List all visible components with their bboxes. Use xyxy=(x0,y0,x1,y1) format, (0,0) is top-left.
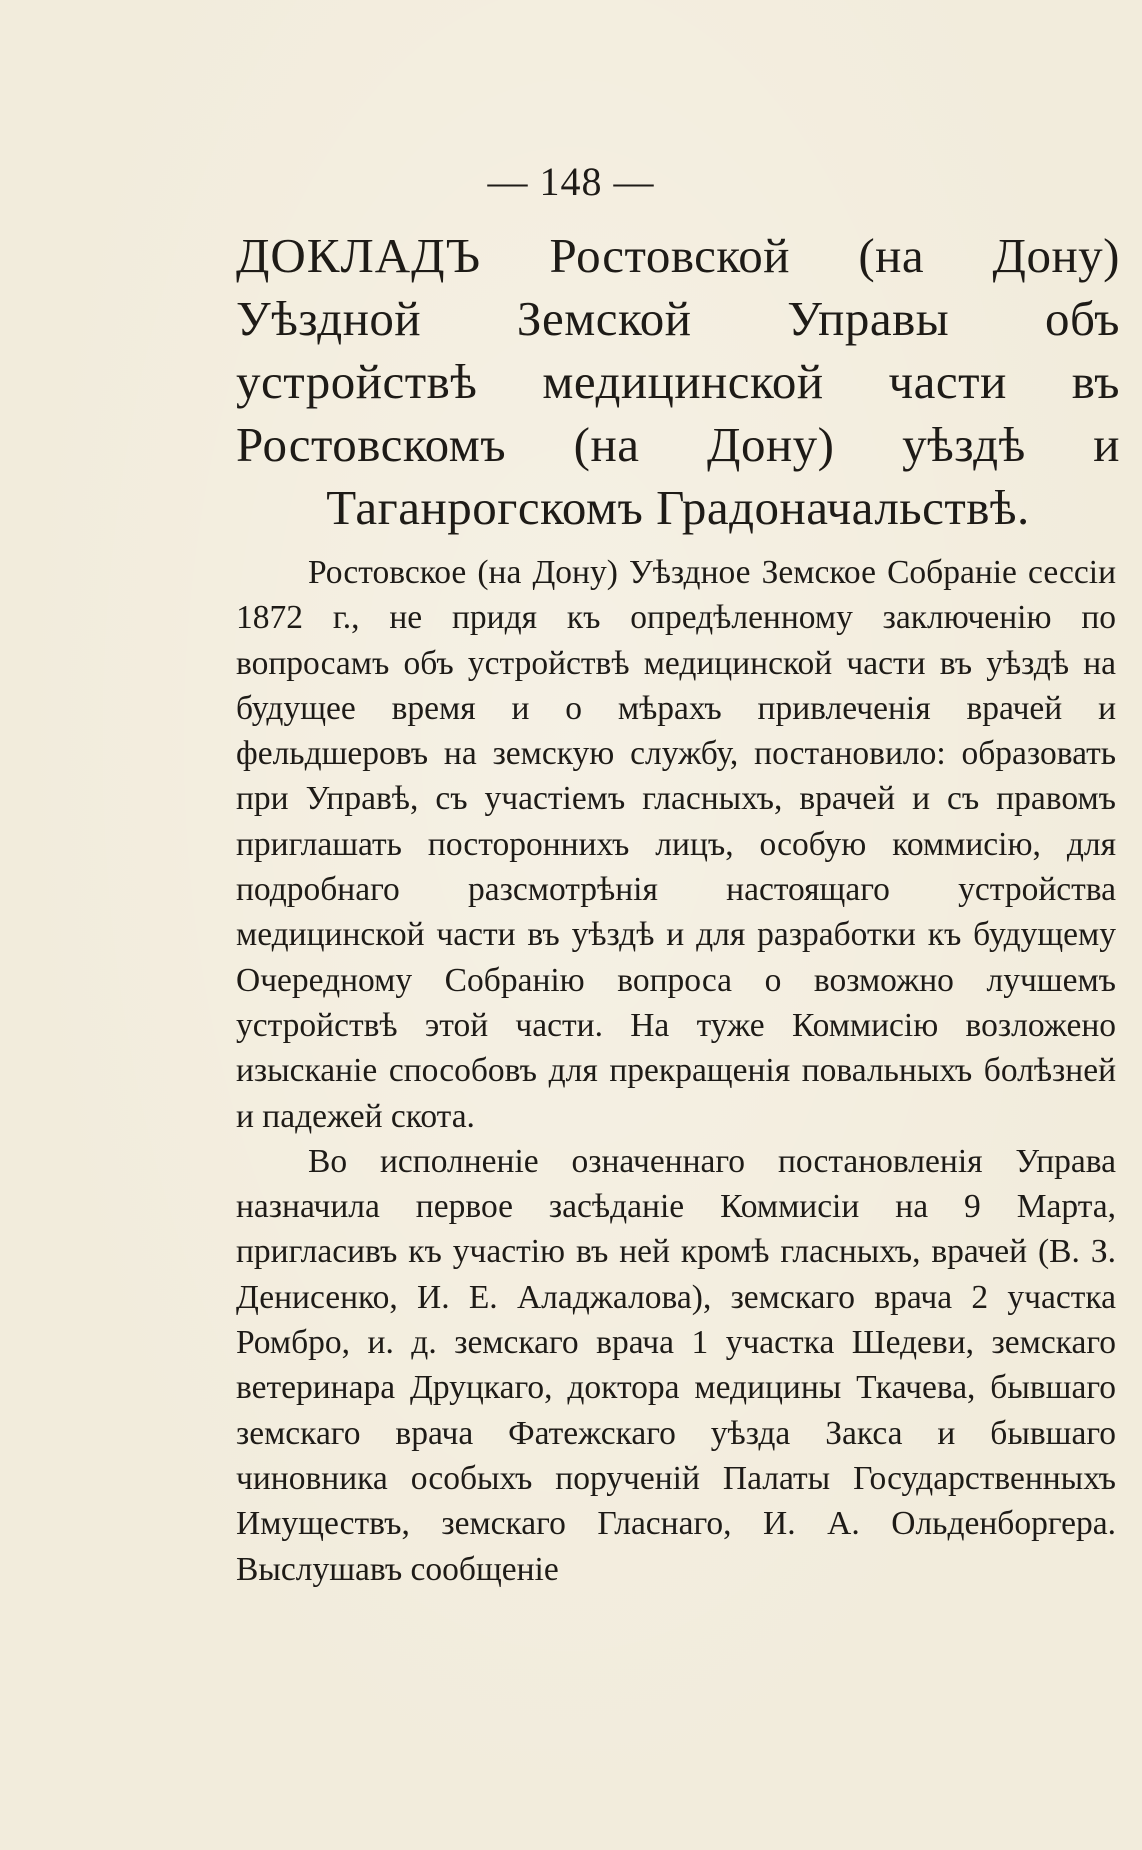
report-title xyxy=(236,224,1120,539)
paragraph-2: Во исполненіе означеннаго постановленія Управа назначила первое засѣданіе Коммисіи на 9 Марта, пригласивъ къ участію въ ней кромѣ гласныхъ, врачей (В. З. Денисенко, И. Е. Аладжалова), земскаго врача 2 участка Ромбро, и. д. земскаго врача 1 участка Шедеви, земскаго ветеринара Друцкаго, доктора медицины Ткачева, бывшаго земскаго врача Фатежскаго уѣзда Закса и бывшаго чиновника особыхъ порученій Палаты Государственныхъ Имуществъ, земскаго Гласнаго, И. А. Ольденборгера. Выслушавъ сообщеніе xyxy=(236,1142,1116,1588)
page-number: — 148 — xyxy=(487,159,655,204)
paragraph-1: Ростовское (на Дону) Уѣздное Земское Собраніе сессіи 1872 г., не придя къ опредѣленному заключенію по вопросамъ объ устройствѣ медицинской части въ уѣздѣ на будущее время и о мѣрахъ привлеченія врачей и фельдшеровъ на земскую службу, постановило: образовать при Управѣ, съ участіемъ гласныхъ, врачей и съ правомъ приглашать постороннихъ лицъ, особую коммисію, для подробнаго разсмотрѣнія настоящаго устройства медицинской части въ уѣздѣ и для разработки къ будущему Очередному Собранію вопроса о возможно лучшемъ устройствѣ этой части. На туже Коммисію возложено изысканіе способовъ для прекращенія повальныхъ болѣзней и падежей скота. xyxy=(236,554,1116,1135)
report-title-rest: Ростовской (на Дону) Уѣздной Земской Управы объ устройствѣ медицинской части въ Ростовскомъ (на Дону) уѣздѣ и Таганрогскомъ Градоначальствѣ. xyxy=(236,228,1120,535)
body-text xyxy=(236,550,1116,1592)
report-title-lead: ДОКЛАДЪ xyxy=(236,228,482,283)
